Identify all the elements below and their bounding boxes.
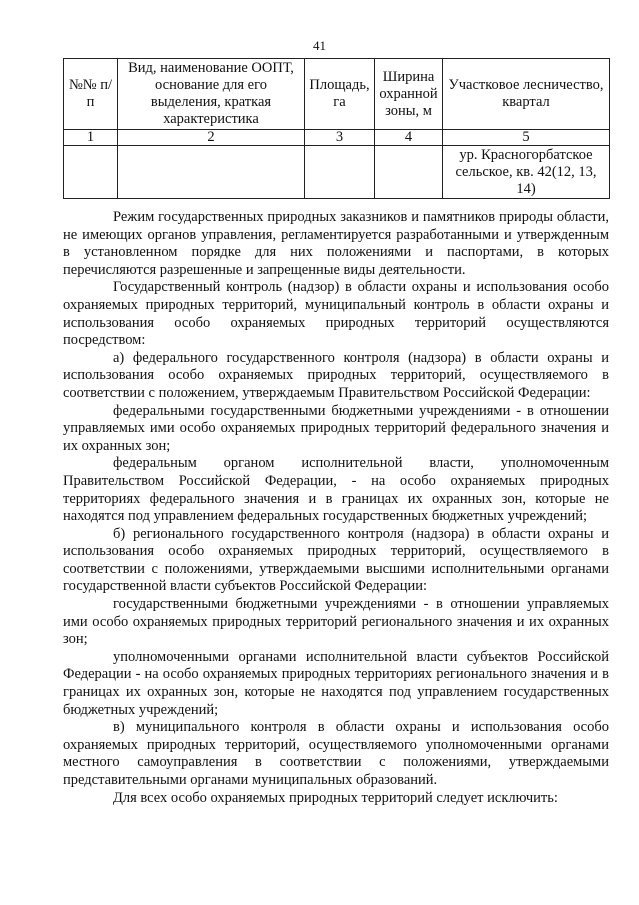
page-number: 41 (313, 38, 326, 53)
paragraph: Режим государственных природных заказников и памятников природы области, не имеющих органов управления, регламентируется разработанными и утвержденным в установленном порядке для них положениями и паспортами, в которых перечисляются разрешенные и запрещенные виды деятельности. (63, 209, 609, 278)
paragraph: федеральным органом исполнительной власти, уполномоченным Правительством Российской Федерации, - на особо охраняемых природных территориях федерального значения и в границах их охранных зон, которые не находятся под управлением федеральных государственных бюджетных учреждений; (63, 455, 609, 525)
ootp-table (63, 58, 610, 199)
header-type-name: Вид, наименование ООПТ, основание для его выделения, краткая характеристика (118, 59, 305, 130)
table-cell (118, 146, 305, 199)
table-cell (64, 146, 118, 199)
paragraph: а) федерального государственного контроля (надзора) в области охраны и использования особо охраняемых природных территорий, осуществляемого в соответствии с положением, утверждаемым Правительством Российской Федерации: (63, 349, 609, 401)
paragraph: федеральными государственными бюджетными учреждениями - в отношении управляемых ими особо охраняемых природных территорий федерального значения и их охранных зон; (63, 402, 609, 454)
column-number: 4 (375, 130, 443, 146)
paragraph: Для всех особо охраняемых природных территорий следует исключить: (113, 789, 558, 806)
paragraph: в) муниципального контроля в области охраны и использования особо охраняемых природных территорий, осуществляемого уполномоченными органами местного самоуправления в соответствии с положениями, утверждаемыми представительными органами муниципальных образований. (63, 719, 609, 788)
paragraph: Государственный контроль (надзор) в области охраны и использования особо охраняемых природных территорий, муниципальный контроль в области охраны и использования особо охраняемых природных территорий осуществляются посредством: (63, 279, 609, 349)
header-forestry-quarter: Участковое лесничество, квартал (443, 59, 610, 130)
column-number: 5 (443, 130, 610, 146)
table-cell (375, 146, 443, 199)
table-cell (305, 146, 375, 199)
header-buffer-width: Ширина охранной зоны, м (375, 59, 443, 130)
column-number: 3 (305, 130, 375, 146)
table-row (64, 146, 610, 199)
column-number: 2 (118, 130, 305, 146)
paragraph: государственными бюджетными учреждениями - в отношении управляемых ими особо охраняемых природных территорий регионального значения и их охранных зон; (63, 596, 609, 648)
table-cell: ур. Красногорбатское сельское, кв. 42(12, 13, 14) (443, 146, 610, 199)
column-number-row (64, 130, 610, 146)
paragraph: б) регионального государственного контроля (надзора) в области охраны и использования особо охраняемых природных территорий, осуществляемого в соответствии с положениями, утверждаемыми высшими исполнительными органами государственной власти субъектов Российской Федерации: (63, 525, 609, 595)
table-header-row (64, 59, 610, 130)
column-number: 1 (64, 130, 118, 146)
paragraph: уполномоченными органами исполнительной власти субъектов Российской Федерации - на особо охраняемых природных территориях регионального значения и в границах их охранных зон, которые не находятся под управлением государственных бюджетных учреждений; (63, 648, 609, 718)
body-text (63, 209, 609, 807)
header-index: №№ п/п (64, 59, 118, 130)
header-area: Площадь, га (305, 59, 375, 130)
